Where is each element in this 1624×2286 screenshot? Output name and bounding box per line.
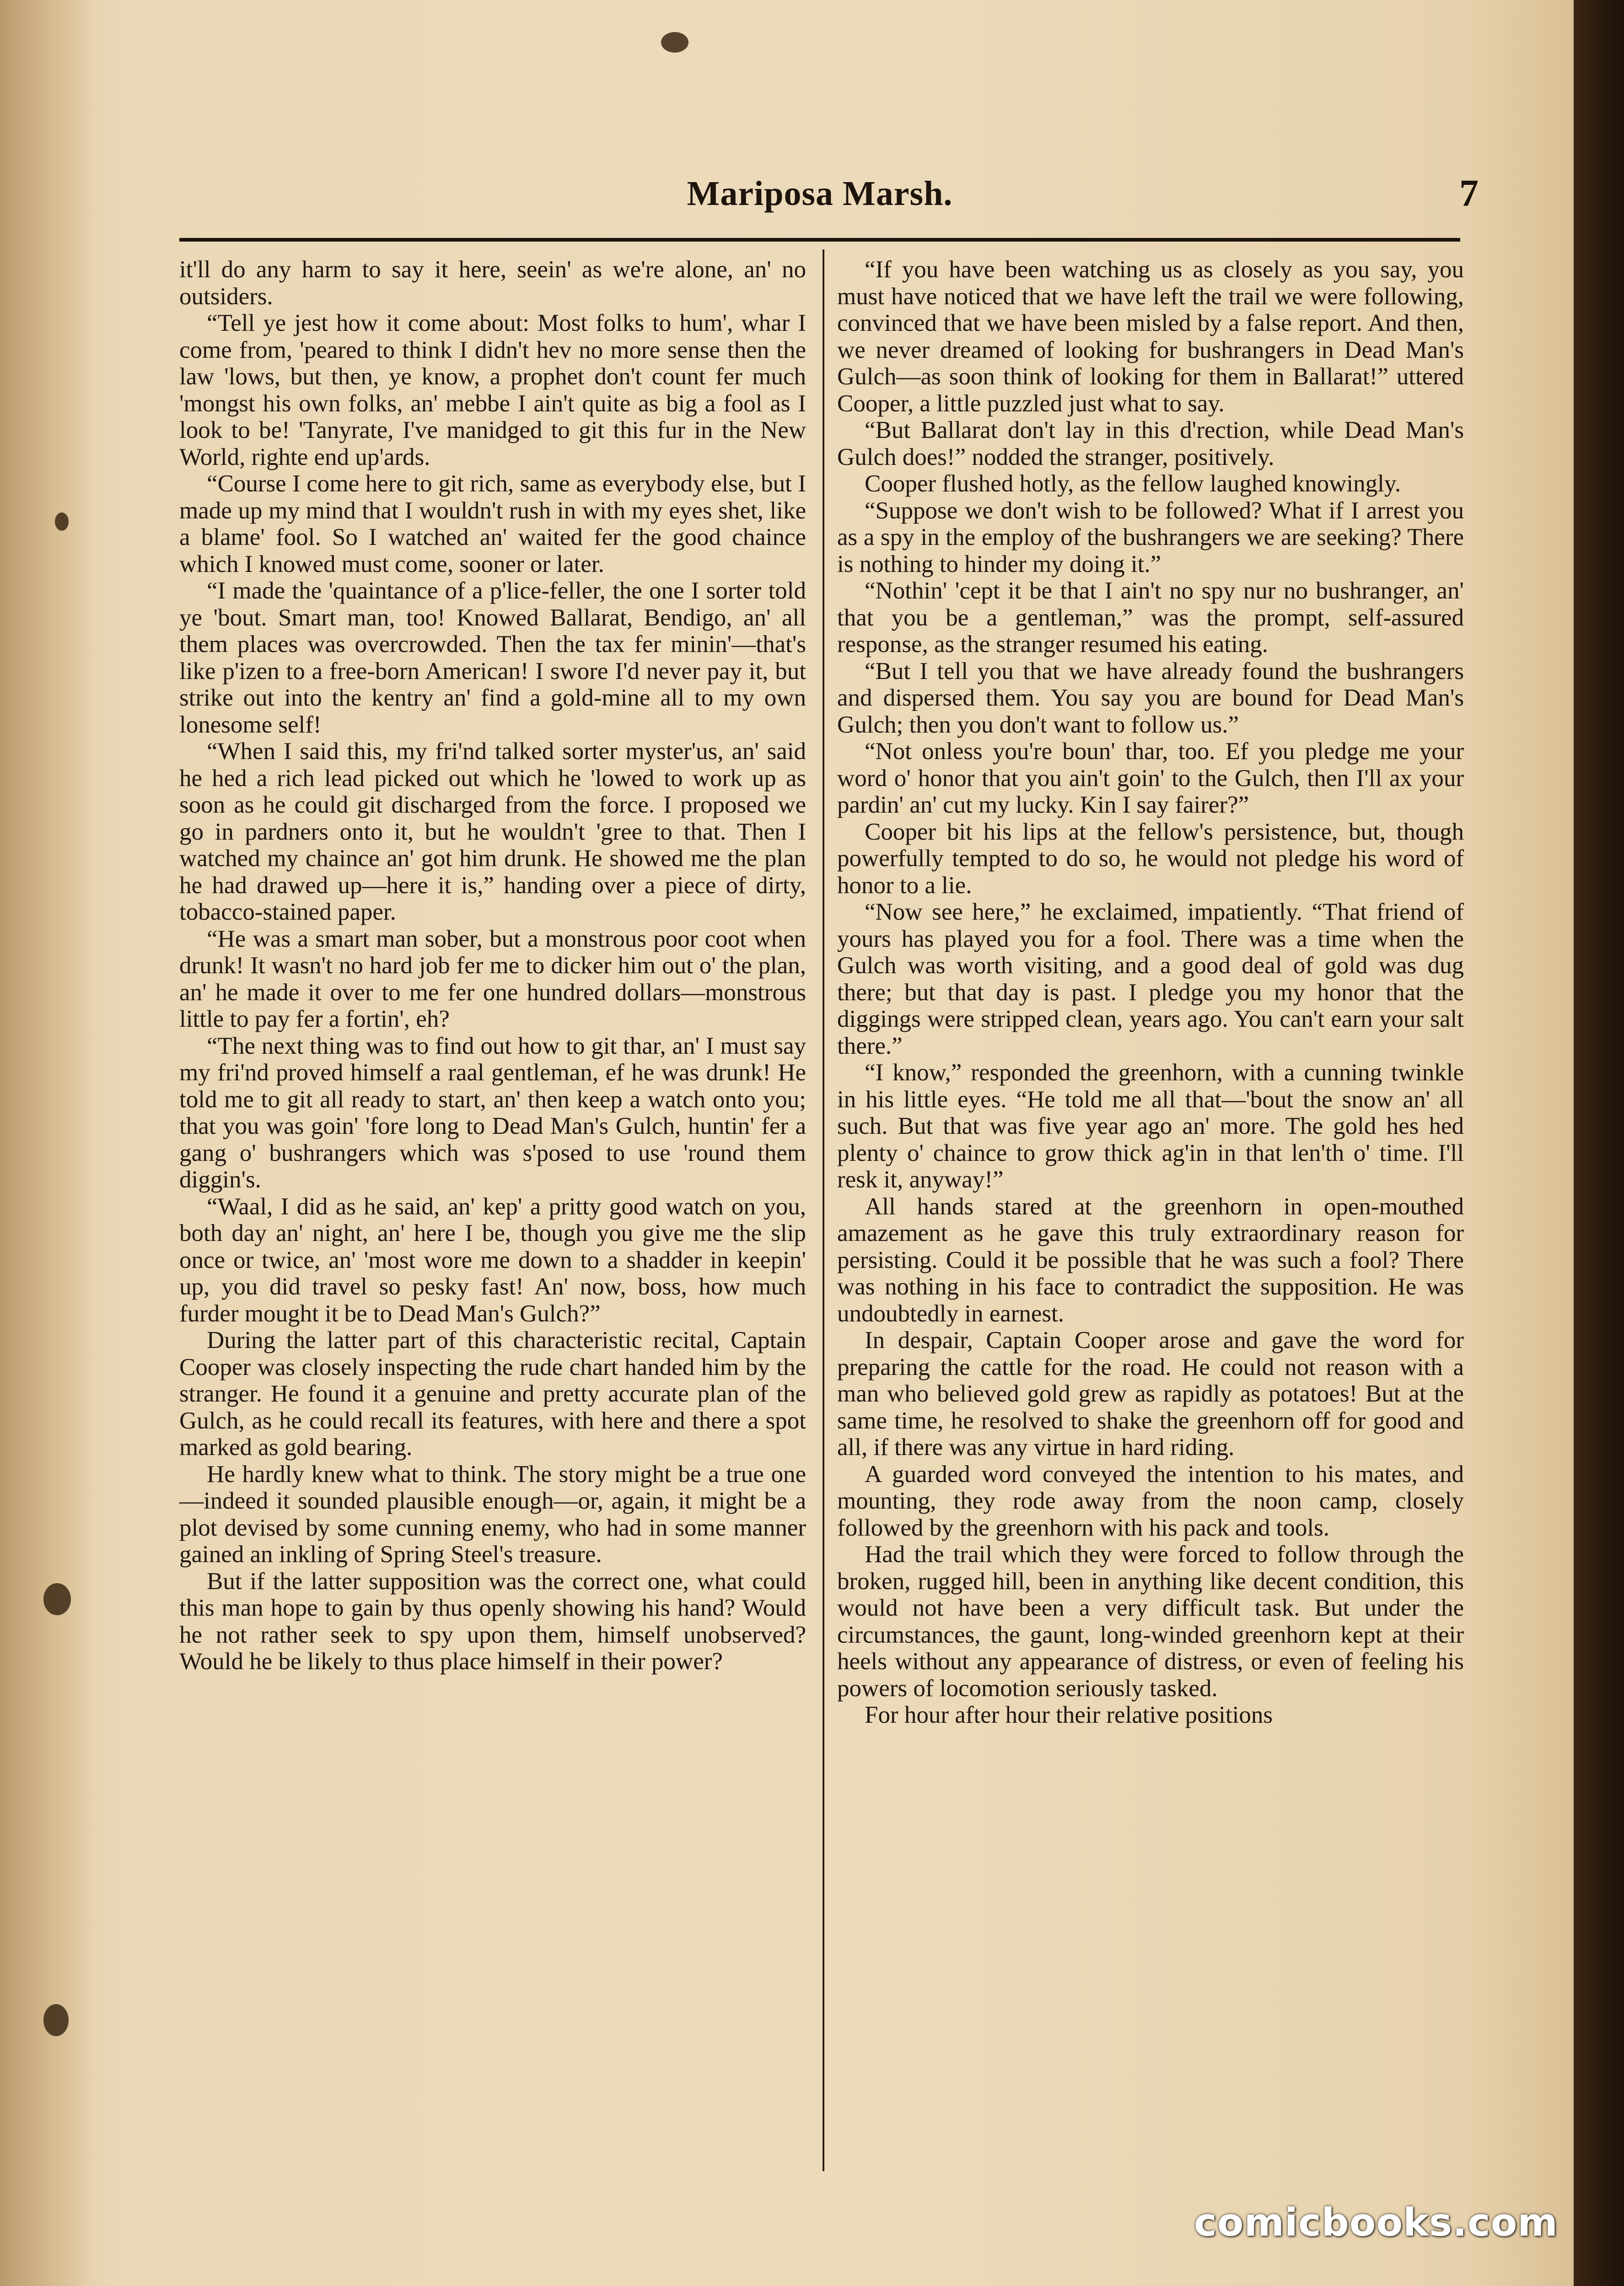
paragraph: Cooper flushed hotly, as the fellow laughed knowingly.	[865, 470, 1401, 497]
paragraph: “Waal, I did as he said, an' kep' a pritty good watch on you, both day an' night, an' here I be, though you give me the slip once or twice, an' 'most wore me down to a shadder in keepin' up, you did travel so pesky fast! An' now, boss, how much furder mought it be to Dead Man's Gulch?”	[179, 1193, 806, 1327]
paragraph: “When I said this, my fri'nd talked sorter myster'us, an' said he hed a rich lead picked out which he 'lowed to work up as soon as he could git discharged from the force. I proposed we go in pardners onto it, but he wouldn't 'gree to that. Then I watched my chaince an' got him drunk. He showed me the plan he had drawed up—here it is,” handing over a piece of dirty, tobacco-stained paper.	[179, 738, 806, 925]
paragraph: “If you have been watching us as closely as you say, you must have noticed that we have left the trail we were following, convinced that we have been misled by a false report. And then, we never dreamed of looking for bushrangers in Dead Man's Gulch—as soon think of looking for them in Ballarat!” uttered Cooper, a little puzzled just what to say.	[837, 256, 1464, 417]
paragraph: Had the trail which they were forced to follow through the broken, rugged hill, been in anything like decent condition, this would not have been a very difficult task. But under the circumstances, the gaunt, long-winded greenhorn kept at their heels without any appearance of distress, or even of feeling his powers of locomotion seriously tasked.	[837, 1541, 1464, 1702]
page-header	[179, 172, 1479, 229]
paragraph: “Tell ye jest how it come about: Most folks to hum', whar I come from, 'peared to think I didn't hev no more sense then the law 'lows, but then, ye know, a prophet don't count fer much 'mongst his own folks, an' mebbe I ain't quite as big a fool as I look to be! 'Tanyrate, I've manidged to git this fur in the New World, righte end up'ards.	[179, 310, 806, 470]
left-column	[179, 256, 806, 1675]
paragraph: All hands stared at the greenhorn in open-mouthed amazement as he gave this truly extraordinary reason for persisting. Could it be possible that he was such a fool? There was nothing in his face to contradict the supposition. He was undoubtedly in earnest.	[837, 1193, 1464, 1327]
page-number: 7	[1459, 172, 1479, 215]
paragraph: But if the latter supposition was the correct one, what could this man hope to gain by thus openly showing his hand? Would he not rather seek to spy upon them, himself unobserved? Would he be likely to thus place himself in their power?	[179, 1568, 806, 1675]
binding-hole	[55, 512, 69, 531]
paragraph: “Suppose we don't wish to be followed? What if I arrest you as a spy in the employ of the bushrangers we are seeking? There is nothing to hinder my doing it.”	[837, 497, 1464, 577]
paragraph: “Not onless you're boun' thar, too. Ef you pledge me your word o' honor that you ain't goin' to the Gulch, then I'll ax your pardin' an' cut my lucky. Kin I say fairer?”	[837, 738, 1464, 818]
paragraph: “Course I come here to git rich, same as everybody else, but I made up my mind that I wouldn't rush in with my eyes shet, like a blame' fool. So I watched an' waited fer the good chaince which I knowed must come, sooner or later.	[179, 470, 806, 577]
paragraph: “I made the 'quaintance of a p'lice-feller, the one I sorter told ye 'bout. Smart man, too! Knowed Ballarat, Bendigo, an' all them places was overcrowded. Then the tax fer minin'—that's like p'izen to a free-born American! I swore I'd never pay it, but strike out into the kentry an' find a gold-mine all to my own lonesome self!	[179, 577, 806, 738]
right-column	[837, 256, 1464, 1729]
paragraph: A guarded word conveyed the intention to his mates, and mounting, they rode away from the noon camp, closely followed by the greenhorn with his pack and tools.	[837, 1461, 1464, 1541]
paragraph: “Now see here,” he exclaimed, impatiently. “That friend of yours has played you for a fool. There was a time when the Gulch was worth visiting, and a good deal of gold was dug there; but that day is past. I pledge you my honor that the diggings were stripped clean, years ago. You can't earn your salt there.”	[837, 899, 1464, 1059]
binding-hole	[43, 1583, 71, 1615]
paragraph: “I know,” responded the greenhorn, with a cunning twinkle in his little eyes. “He told me all that—'bout the snow an' all such. But that was five year ago an' more. The gold hes hed plenty o' chaince to grow thick ag'in in that len'th o' time. I'll resk it, anyway!”	[837, 1059, 1464, 1193]
watermark: comicbooks.com	[1194, 2200, 1558, 2245]
paragraph: it'll do any harm to say it here, seein' as we're alone, an' no outsiders.	[179, 256, 806, 310]
paragraph: During the latter part of this characteristic recital, Captain Cooper was closely inspecting the rude chart handed him by the stranger. He found it a genuine and pretty accurate plan of the Gulch, as he could recall its features, with here and there a spot marked as gold bearing.	[179, 1327, 806, 1461]
paragraph: For hour after hour their relative positions	[865, 1702, 1273, 1728]
paragraph: “But Ballarat don't lay in this d'rection, while Dead Man's Gulch does!” nodded the stranger, positively.	[837, 417, 1464, 470]
paragraph: “But I tell you that we have already found the bushrangers and dispersed them. You say you are bound for Dead Man's Gulch; then you don't want to follow us.”	[837, 658, 1464, 738]
paragraph: In despair, Captain Cooper arose and gave the word for preparing the cattle for the road. He could not reason with a man who believed gold grew as rapidly as potatoes! But at the same time, he resolved to shake the greenhorn off for good and all, if there was any virtue in hard riding.	[837, 1327, 1464, 1461]
page-title: Mariposa Marsh.	[687, 174, 953, 213]
paragraph: Cooper bit his lips at the fellow's persistence, but, though powerfully tempted to do so, he would not pledge his word of honor to a lie.	[837, 818, 1464, 899]
page-edge	[1574, 0, 1624, 2286]
paragraph: He hardly knew what to think. The story might be a true one—indeed it sounded plausible enough—or, again, it might be a plot devised by some cunning enemy, who had in some manner gained an inkling of Spring Steel's treasure.	[179, 1461, 806, 1568]
binding-hole	[43, 2004, 69, 2036]
binding-gutter	[0, 0, 91, 2286]
paragraph: “He was a smart man sober, but a monstrous poor coot when drunk! It wasn't no hard job fer me to dicker him out o' the plan, an' he made it over to me fer one hundred dollars—monstrous little to pay fer a fortin', eh?	[179, 925, 806, 1032]
paragraph: “Nothin' 'cept it be that I ain't no spy nur no bushranger, an' that you be a gentleman,” was the prompt, self-assured response, as the stranger resumed his eating.	[837, 577, 1464, 658]
paragraph: “The next thing was to find out how to git thar, an' I must say my fri'nd proved himself a raal gentleman, ef he was drunk! He told me to git all ready to start, an' then keep a watch onto you; that you was goin' 'fore long to Dead Man's Gulch, huntin' fer a gang o' bushrangers which was s'posed to use 'round them diggin's.	[179, 1032, 806, 1193]
ink-spot	[661, 32, 688, 53]
column-divider	[823, 249, 824, 2171]
header-rule	[179, 238, 1460, 242]
